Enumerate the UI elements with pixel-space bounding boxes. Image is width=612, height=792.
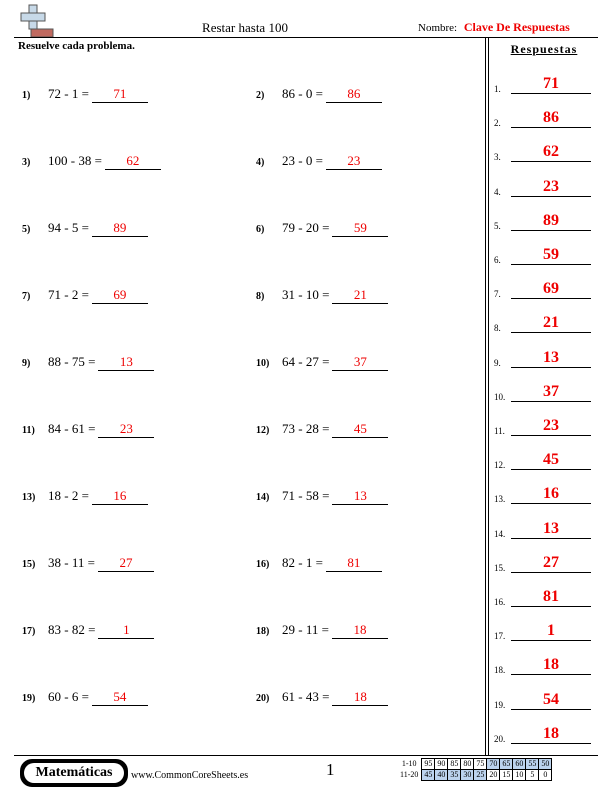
problem-number: 13) — [22, 492, 36, 503]
answer-key-value: 21 — [511, 314, 591, 333]
score-cell: 75 — [474, 759, 487, 770]
answer-key-value: 62 — [511, 143, 591, 162]
problem-number: 20) — [256, 693, 270, 704]
problem-expression: 60 - 6 = — [48, 689, 89, 704]
brand-label: Matemáticas — [24, 763, 124, 783]
answer-key-row — [494, 130, 598, 164]
problem-item — [22, 86, 148, 103]
answer-key-row — [494, 301, 598, 335]
answer-key-value: 59 — [511, 246, 591, 265]
answer-key-row — [494, 507, 598, 541]
footer-divider — [14, 755, 598, 756]
problem-expression: 61 - 43 = — [282, 689, 330, 704]
header-divider — [14, 37, 598, 38]
page-number: 1 — [326, 760, 335, 779]
answer-blank[interactable]: 86 — [326, 86, 382, 103]
score-row — [398, 759, 552, 770]
answer-blank[interactable]: 62 — [105, 153, 161, 170]
answer-key-value: 13 — [511, 520, 591, 539]
problem-expression: 84 - 61 = — [48, 421, 96, 436]
answer-key-row — [494, 541, 598, 575]
problem-item — [256, 220, 388, 237]
answer-key-number: 6. — [494, 255, 501, 265]
answer-key-row — [494, 165, 598, 199]
answer-key-number: 17. — [494, 631, 506, 642]
answer-blank[interactable]: 89 — [92, 220, 148, 237]
answer-key-number: 19. — [494, 699, 506, 710]
problem-expression: 18 - 2 = — [48, 488, 89, 503]
answer-key-value: 45 — [511, 451, 591, 470]
problem-item — [256, 488, 388, 505]
score-cell: 5 — [526, 770, 539, 781]
answer-key-value: 69 — [511, 280, 591, 299]
problem-expression: 94 - 5 = — [48, 220, 89, 235]
instructions: Resuelve cada problema. — [18, 40, 135, 52]
answer-key-row — [494, 643, 598, 677]
answer-key-number: 2. — [494, 118, 501, 129]
answer-key-number: 14. — [494, 528, 506, 539]
problem-number: 4) — [256, 157, 265, 168]
problem-expression: 38 - 11 = — [48, 555, 95, 570]
answer-key-row — [494, 233, 598, 267]
problem-number: 16) — [256, 559, 270, 570]
name-value: Clave De Respuestas — [463, 20, 570, 34]
problem-item — [22, 153, 161, 170]
answer-blank[interactable]: 37 — [332, 354, 388, 371]
score-cell: 90 — [435, 759, 448, 770]
problem-number: 8) — [256, 291, 265, 302]
answer-key-row — [494, 472, 598, 506]
score-cell: 55 — [526, 759, 539, 770]
answer-key-row — [494, 404, 598, 438]
problem-number: 17) — [22, 626, 36, 637]
problem-expression: 83 - 82 = — [48, 622, 96, 637]
answer-blank[interactable]: 16 — [92, 488, 148, 505]
answer-key-row — [494, 267, 598, 301]
answer-key-number: 16. — [494, 597, 506, 607]
answer-key-number: 1. — [494, 84, 501, 94]
answer-blank[interactable]: 45 — [332, 421, 388, 438]
problem-item — [22, 354, 154, 371]
name-label: Nombre: — [418, 22, 458, 34]
score-cell: 80 — [461, 759, 474, 770]
answer-key-row — [494, 336, 598, 370]
problem-number: 14) — [256, 492, 270, 503]
answer-blank[interactable]: 13 — [98, 354, 154, 371]
answer-blank[interactable]: 59 — [332, 220, 388, 237]
answer-blank[interactable]: 69 — [92, 287, 148, 304]
problem-item — [256, 86, 382, 103]
problem-item — [22, 689, 148, 706]
worksheet-title: Restar hasta 100 — [202, 20, 288, 35]
answer-blank[interactable]: 18 — [332, 622, 388, 639]
score-cell: 50 — [539, 759, 552, 770]
problem-item — [22, 622, 154, 639]
answer-blank[interactable]: 1 — [98, 622, 154, 639]
problem-expression: 100 - 38 = — [48, 153, 102, 168]
problem-item — [256, 421, 388, 438]
answer-key-number: 7. — [494, 289, 501, 300]
problem-number: 2) — [256, 90, 265, 101]
problem-number: 3) — [22, 157, 31, 168]
brand-badge — [20, 759, 128, 787]
answer-blank[interactable]: 13 — [332, 488, 388, 505]
answer-key-value: 54 — [511, 691, 591, 710]
answer-key-value: 18 — [511, 656, 591, 675]
answer-column-divider — [485, 37, 486, 755]
score-row-label: 11-20 — [400, 770, 419, 779]
score-cell: 15 — [500, 770, 513, 781]
answer-key-number: 18. — [494, 665, 506, 676]
score-row — [398, 770, 552, 781]
problem-item — [256, 555, 382, 572]
answer-key-row — [494, 678, 598, 712]
score-table — [398, 758, 552, 781]
answer-key-value: 89 — [511, 212, 591, 231]
answer-blank[interactable]: 27 — [98, 555, 154, 572]
answer-key-value: 37 — [511, 383, 591, 402]
score-cell: 30 — [461, 770, 474, 781]
answers-title: Respuestas — [510, 42, 578, 56]
problem-item — [256, 354, 388, 371]
answer-key-number: 13. — [494, 494, 506, 505]
answer-key-number: 3. — [494, 152, 501, 163]
answer-key-value: 1 — [511, 622, 591, 641]
problem-expression: 86 - 0 = — [282, 86, 323, 101]
problem-expression: 88 - 75 = — [48, 354, 96, 369]
site-url: www.CommonCoreSheets.es — [131, 770, 249, 781]
score-row-label: 1-10 — [401, 759, 417, 768]
problem-number: 10) — [256, 358, 270, 369]
problem-number: 12) — [256, 425, 270, 436]
problem-expression: 64 - 27 = — [282, 354, 330, 369]
problem-number: 18) — [256, 626, 270, 637]
answer-blank[interactable]: 21 — [332, 287, 388, 304]
score-cell: 70 — [487, 759, 500, 770]
problem-item — [22, 555, 154, 572]
answer-blank[interactable]: 71 — [92, 86, 148, 103]
answer-key-number: 15. — [494, 562, 506, 573]
name-field — [418, 20, 570, 35]
answer-key-row — [494, 575, 598, 609]
answer-key-value: 27 — [511, 554, 591, 573]
answer-key-value: 86 — [511, 109, 591, 128]
score-cell: 45 — [422, 770, 435, 781]
answer-key-row — [494, 199, 598, 233]
answer-column-divider — [488, 37, 489, 755]
score-cell: 10 — [513, 770, 526, 781]
answer-key-row — [494, 96, 598, 130]
problem-item — [256, 622, 388, 639]
answer-key-row — [494, 712, 598, 746]
problem-number: 19) — [22, 693, 36, 704]
answer-key-number: 5. — [494, 220, 501, 231]
answer-blank[interactable]: 23 — [326, 153, 382, 170]
problem-expression: 82 - 1 = — [282, 555, 323, 570]
problem-expression: 72 - 1 = — [48, 86, 89, 101]
problem-number: 9) — [22, 358, 31, 369]
answer-blank[interactable]: 23 — [98, 421, 154, 438]
score-cell: 85 — [448, 759, 461, 770]
answer-key-number: 11. — [494, 426, 505, 436]
answer-key-number: 4. — [494, 186, 501, 197]
answer-key-value: 18 — [511, 725, 591, 744]
answer-key-number: 9. — [494, 357, 501, 368]
score-cell: 60 — [513, 759, 526, 770]
problem-item — [22, 287, 148, 304]
answer-key-value: 81 — [511, 588, 591, 607]
score-cell: 65 — [500, 759, 513, 770]
problem-item — [22, 421, 154, 438]
answer-key-row — [494, 62, 598, 96]
answer-key-value: 13 — [511, 349, 591, 368]
problem-number: 6) — [256, 224, 265, 235]
answer-key-value: 23 — [511, 417, 591, 436]
answer-key-number: 20. — [494, 733, 506, 744]
answer-key-row — [494, 438, 598, 472]
score-cell: 40 — [435, 770, 448, 781]
answer-key-row — [494, 609, 598, 643]
problem-item — [256, 153, 382, 170]
problem-expression: 71 - 2 = — [48, 287, 89, 302]
problem-number: 15) — [22, 559, 36, 570]
problem-expression: 23 - 0 = — [282, 153, 323, 168]
problem-expression: 31 - 10 = — [282, 287, 330, 302]
problem-number: 11) — [22, 425, 35, 436]
score-cell: 0 — [539, 770, 552, 781]
problem-item — [256, 287, 388, 304]
problem-item — [22, 220, 148, 237]
answer-key-number: 12. — [494, 460, 506, 471]
problem-number: 5) — [22, 224, 31, 235]
answer-key-row — [494, 370, 598, 404]
score-cell: 20 — [487, 770, 500, 781]
problem-item — [256, 689, 388, 706]
answer-blank[interactable]: 81 — [326, 555, 382, 572]
answer-key-value: 71 — [511, 75, 591, 94]
score-cell: 95 — [422, 759, 435, 770]
problem-item — [22, 488, 148, 505]
answer-key-number: 10. — [494, 391, 506, 402]
problem-number: 7) — [22, 291, 31, 302]
score-cell: 25 — [474, 770, 487, 781]
problem-expression: 73 - 28 = — [282, 421, 330, 436]
problem-expression: 29 - 11 = — [282, 622, 329, 637]
answer-key-value: 23 — [511, 178, 591, 197]
problem-number: 1) — [22, 90, 31, 101]
answer-key-value: 16 — [511, 485, 591, 504]
answer-key-number: 8. — [494, 323, 501, 334]
problem-expression: 71 - 58 = — [282, 488, 330, 503]
problem-expression: 79 - 20 = — [282, 220, 330, 235]
answer-blank[interactable]: 54 — [92, 689, 148, 706]
score-cell: 35 — [448, 770, 461, 781]
answer-blank[interactable]: 18 — [332, 689, 388, 706]
